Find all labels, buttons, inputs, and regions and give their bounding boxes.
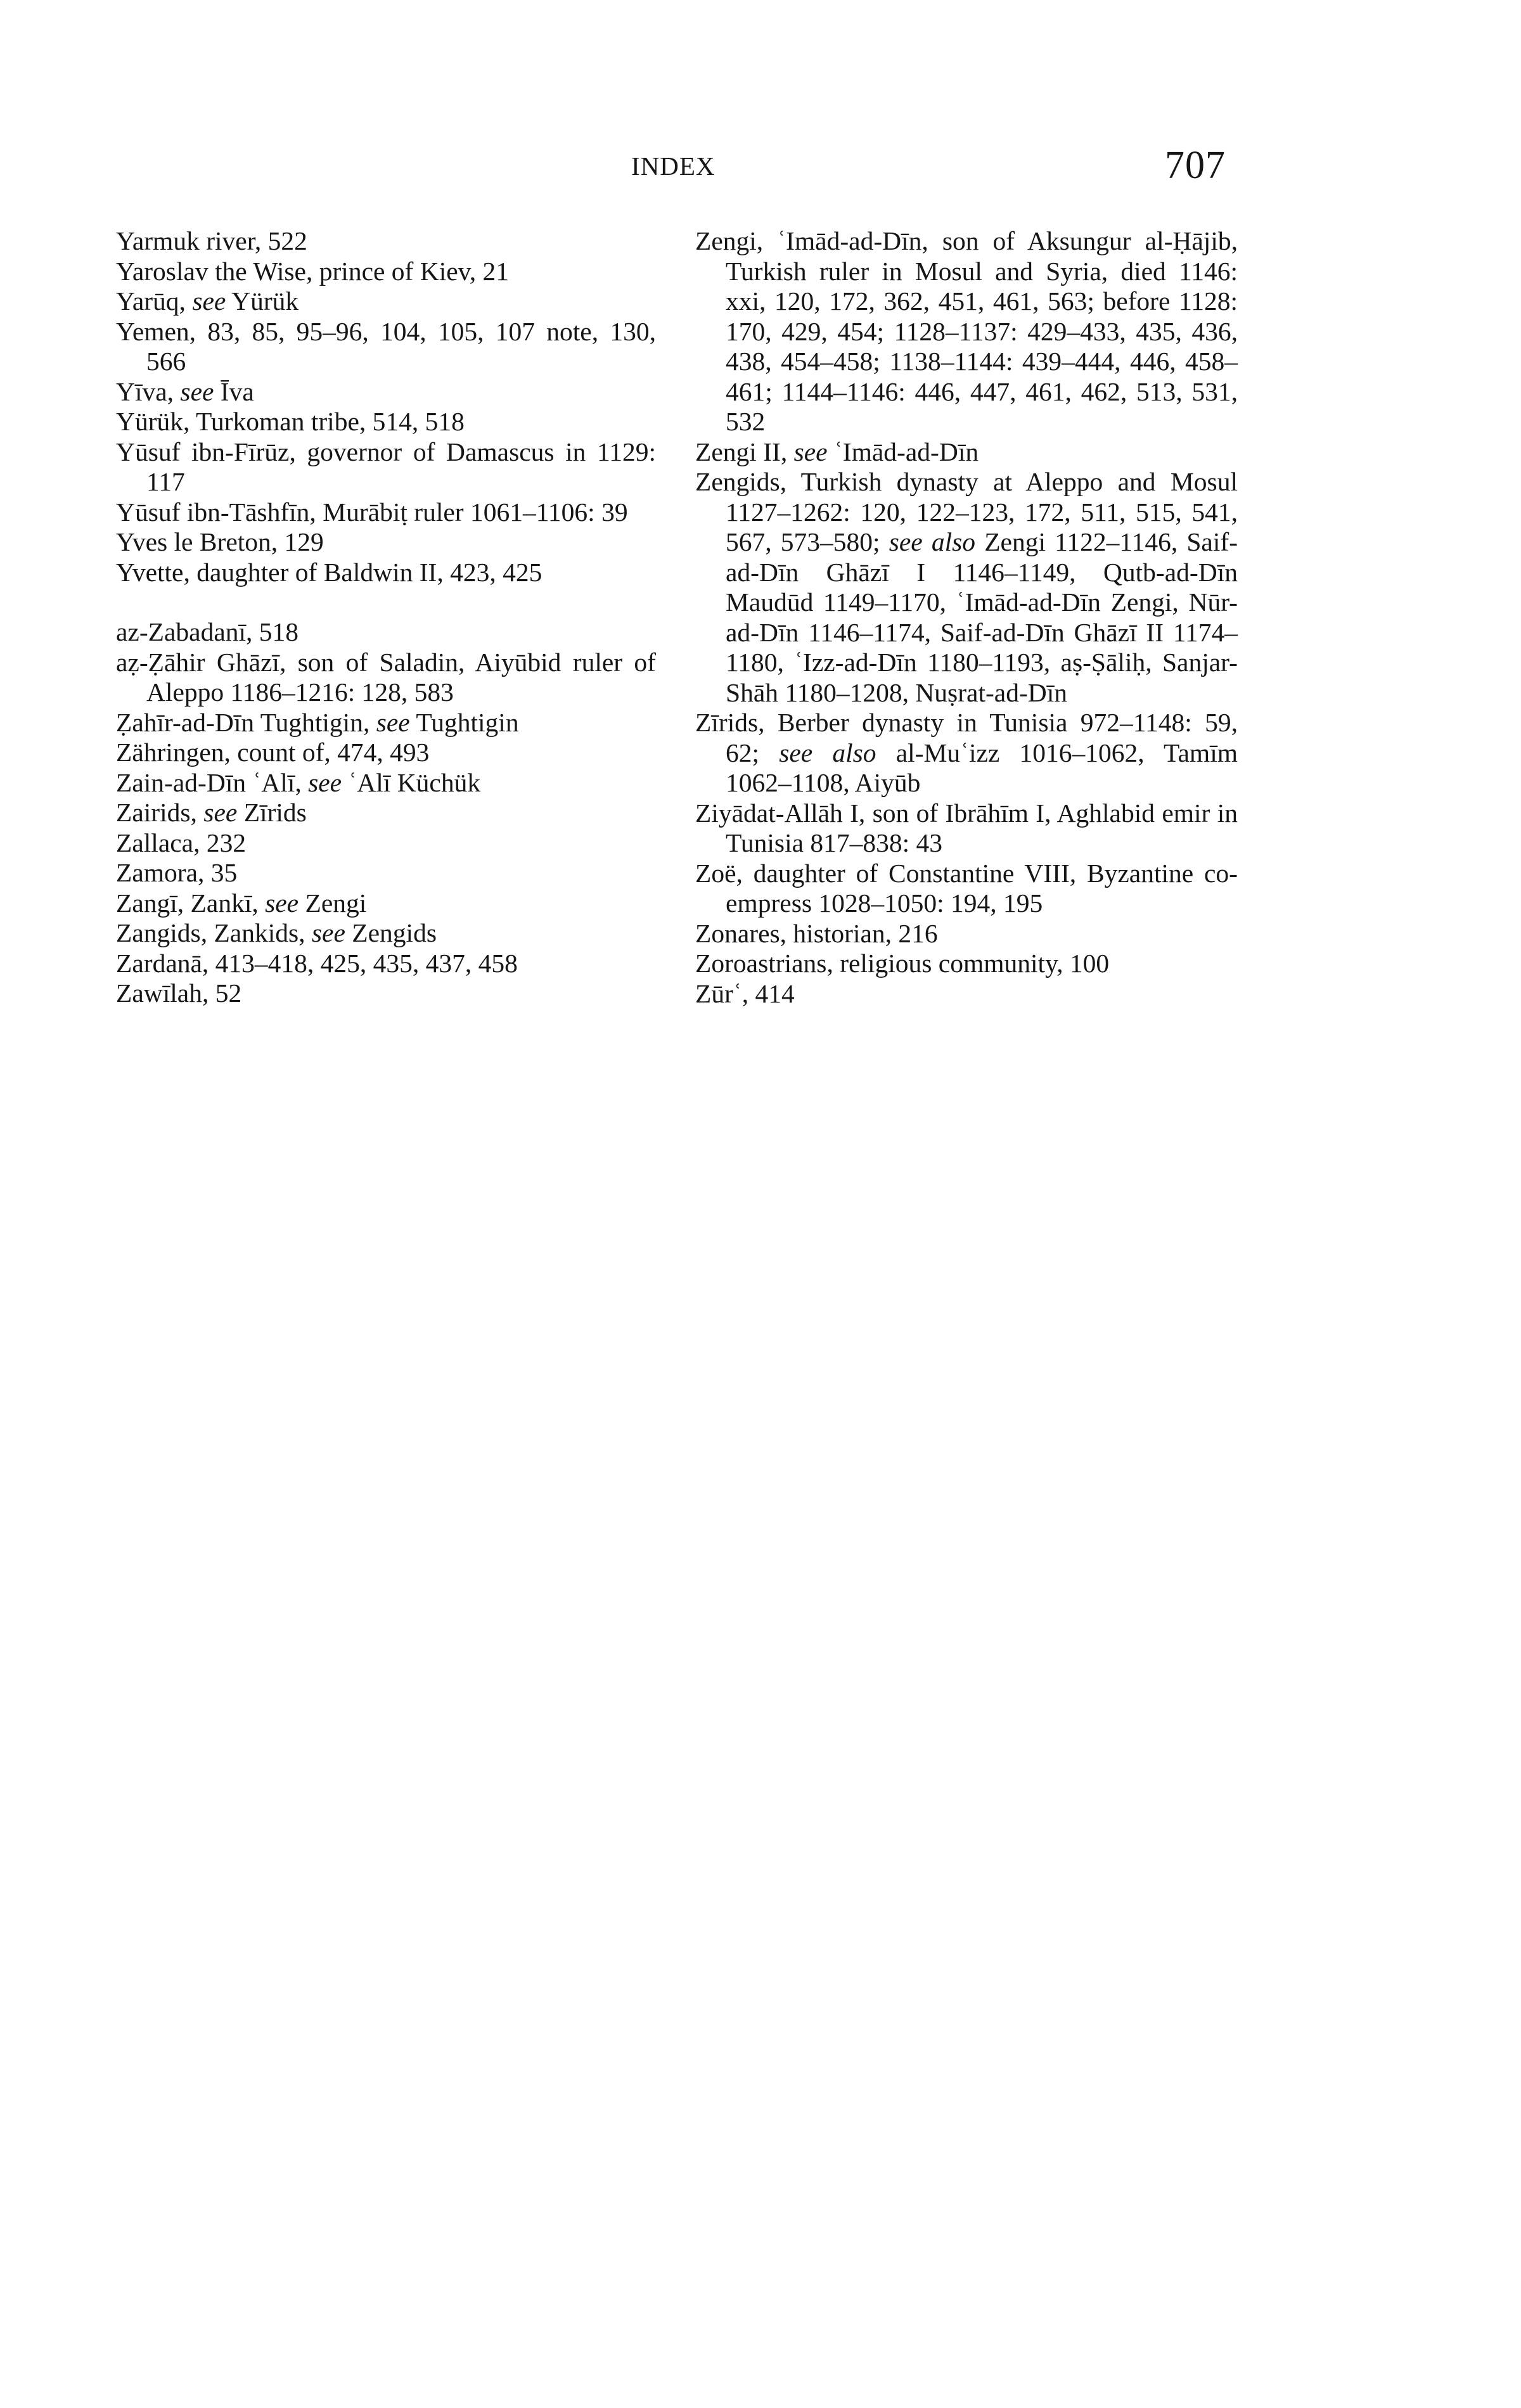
index-entry [116,738,656,768]
index-entry [116,226,656,257]
index-entry [116,558,656,588]
index-entry-text: Yürük [226,286,299,316]
index-entry [695,949,1238,979]
index-entry-text: Zardanā, 413–418, 425, 435, 437, 458 [116,948,518,978]
index-entry [695,979,1238,1009]
index-entry-text: Yves le Breton, 129 [116,527,324,556]
index-entry-text: Yūsuf ibn-Fīrūz, governor of Damascus in 1129: 117 [116,437,656,496]
index-entry [116,768,656,798]
index-entry [695,467,1238,708]
index-entry-text: Zallaca, 232 [116,828,247,857]
index-entry-text: Zoroastrians, religious community, 100 [695,949,1110,978]
index-entry-text: Tughtigin [409,707,519,737]
index-entry [116,317,656,377]
cross-reference-term: see [311,918,345,947]
index-column-right [695,226,1238,1009]
index-entry [695,919,1238,949]
index-entry [116,858,656,888]
index-entry-text: Zähringen, count of, 474, 493 [116,738,430,767]
index-entry-text: Zoë, daughter of Constantine VIII, Byzantine co-empress 1028–1050: 194, 195 [695,858,1238,918]
index-entry [116,888,656,919]
cross-reference-term: see [203,798,238,827]
index-entry-text: Zengi II, [695,437,794,466]
index-entry-text: Ziyādat-Allāh I, son of Ibrāhīm I, Aghlabid emir in Tunisia 817–838: 43 [695,798,1238,857]
index-entry-text: Zonares, historian, 216 [695,918,938,948]
index-entry-text: Zairids, [116,798,204,827]
index-entry-text: Zengids, Turkish dynasty at Aleppo and Mosul 1127–1262: 120, 122–123, 172, 511, 515, 541, 567, 573–580; [695,467,1238,556]
index-entry [116,377,656,407]
index-entry-text: Zūrʿ, 414 [695,978,795,1008]
index-entry [695,708,1238,798]
index-entry-text: Zangī, Zankī, [116,888,266,918]
index-entry [695,798,1238,859]
index-entry-text: Yvette, daughter of Baldwin II, 423, 425 [116,557,542,587]
index-entry [116,257,656,287]
index-entry [116,527,656,558]
index-entry-text: Zangids, Zankids, [116,918,312,947]
index-entry [116,978,656,1009]
index-entry-text: Zengi, ʿImād-ad-Dīn, son of Aksungur al-Ḥājib, Turkish ruler in Mosul and Syria, died 1146: xxi, 120, 172, 362, 451, 461, 563; before 1128: 170, 429, 454; 1128–1137: 429–433, 435, 436, 438, 454–458; 1138–1144: 439–444, 446, 458–461; 1144–1146: 446, 447, 461, 462, 513, 531, 532 [695,226,1238,436]
index-entry [116,437,656,497]
page-number: 707 [1165,144,1226,187]
index-group-y [116,226,656,587]
index-entry [116,708,656,738]
index-entry-text: Ẓahīr-ad-Dīn Tughtigin, [116,707,376,737]
index-entry-text: Zengi [298,888,367,918]
cross-reference-term: see also [779,738,876,767]
cross-reference-term: see [265,888,299,918]
index-entry-text: Zīrids [237,798,307,827]
index-entry-text: Zengi 1122–1146, Saif-ad-Dīn Ghāzī I 1146–1149, Qutb-ad-Dīn Maudūd 1149–1170, ʿImād-ad-Dīn Zengi, Nūr-ad-Dīn 1146–1174, Saif-ad-Dīn Ghāzī II 1174–1180, ʿIzz-ad-Dīn 1180–1193, aṣ-Ṣāliḥ, Sanjar-Shāh 1180–1208, Nuṣrat-ad-Dīn [726,527,1238,707]
index-entry-text: Yūsuf ibn-Tāshfīn, Murābiṭ ruler 1061–1106: 39 [116,497,628,527]
index-entry-text: Zīrids, Berber dynasty in Tunisia 972–1148: 59, 62; [695,708,1238,767]
index-entry-text: ʿAlī Küchük [342,767,481,797]
cross-reference-term: see [180,376,214,406]
index-entry-text: Yaroslav the Wise, prince of Kiev, 21 [116,256,509,286]
index-entry-text: Yarūq, [116,286,193,316]
index-entry [116,648,656,708]
index-entry-text: az-Zabadanī, 518 [116,617,299,646]
cross-reference-term: see [192,286,226,316]
running-head-title: INDEX [631,151,716,181]
index-entry-text: aẓ-Ẓāhir Ghāzī, son of Saladin, Aiyūbid ruler of Aleppo 1186–1216: 128, 583 [116,647,656,707]
index-entry-text: Zain-ad-Dīn ʿAlī, [116,767,309,797]
index-entry [116,918,656,949]
index-entry-text: ʿImād-ad-Dīn [827,437,979,466]
index-entry-text: Zamora, 35 [116,858,238,887]
index-entry [695,226,1238,437]
index-entry [116,949,656,979]
index-entry [695,859,1238,919]
index-entry-text: Yīva, [116,376,181,406]
index-entry [695,437,1238,468]
cross-reference-term: see [308,767,342,797]
index-entry [116,617,656,648]
cross-reference-term: see [376,707,410,737]
index-entry [116,407,656,437]
cross-reference-term: see also [889,527,976,556]
group-separator [116,587,656,617]
running-head [0,144,1521,202]
index-entry-text: Īva [214,376,254,406]
index-group-z-continued [695,226,1238,1009]
index-entry [116,286,656,317]
index-entry-text: al-Muʿizz 1016–1062, Tamīm 1062–1108, Aiyūb [726,738,1238,797]
index-column-left [116,226,656,1009]
index-entry-text: Yemen, 83, 85, 95–96, 104, 105, 107 note, 130, 566 [116,316,656,376]
index-entry-text: Yürük, Turkoman tribe, 514, 518 [116,407,465,436]
cross-reference-term: see [793,437,828,466]
index-entry-text: Zawīlah, 52 [116,978,242,1008]
index-entry-text: Yarmuk river, 522 [116,226,307,255]
index-group-z [116,617,656,1009]
index-entry-text: Zengids [345,918,437,947]
index-entry [116,497,656,528]
index-entry [116,828,656,859]
index-entry [116,798,656,828]
